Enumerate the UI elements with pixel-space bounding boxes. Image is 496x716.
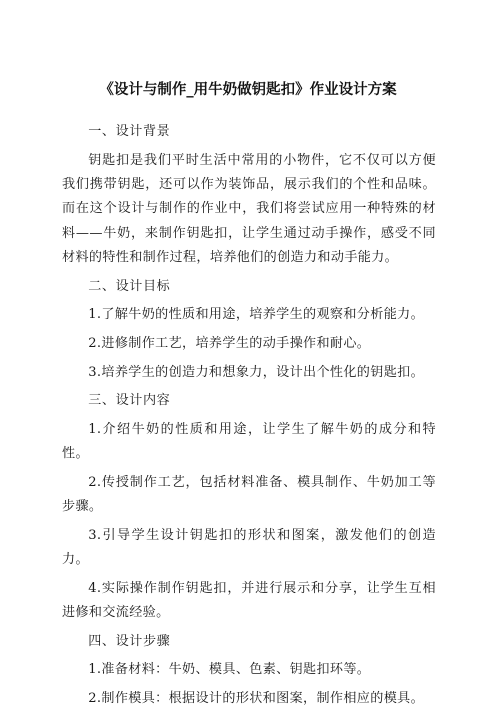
list-item: 2.制作模具：根据设计的形状和图案，制作相应的模具。: [88, 690, 425, 706]
list-item: 1.准备材料：牛奶、模具、色素、钥匙扣环等。: [88, 662, 371, 678]
list-item: 1.介绍牛奶的性质和用途，让学生了解牛奶的成分和特性。: [62, 421, 436, 462]
section-heading: 二、设计目标: [88, 278, 171, 294]
list-item: 1.了解牛奶的性质和用途，培养学生的观察和分析能力。: [88, 307, 425, 323]
section-heading: 四、设计步骤: [88, 633, 171, 649]
section-heading: 三、设计内容: [88, 393, 171, 409]
list-item: 2.传授制作工艺，包括材料准备、模具制作、牛奶加工等步骤。: [62, 474, 436, 515]
document-body: [62, 120, 436, 716]
section-heading: 一、设计背景: [88, 124, 171, 139]
list-item: 4.实际操作制作钥匙扣，并进行展示和分享，让学生互相进修和交流经验。: [62, 580, 436, 621]
list-item: 3.培养学生的创造力和想象力，设计出个性化的钥匙扣。: [88, 364, 425, 380]
list-item: 2.进修制作工艺，培养学生的动手操作和耐心。: [88, 336, 371, 351]
list-item: 3.引导学生设计钥匙扣的形状和图案，激发他们的创造力。: [62, 527, 436, 568]
body-paragraph: 钥匙扣是我们平时生活中常用的小物件，它不仅可以方便我们携带钥匙，还可以作为装饰品，展示我们的个性和品味。而在这个设计与制作的作业中，我们将尝试应用一种特殊的材料——牛奶，来制作钥匙扣，让学生通过动手操作，感受不同材料的特性和制作过程，培养他们的创造力和动手能力。: [62, 152, 436, 266]
document-title: 《设计与制作_用牛奶做钥匙扣》作业设计方案: [99, 81, 397, 98]
